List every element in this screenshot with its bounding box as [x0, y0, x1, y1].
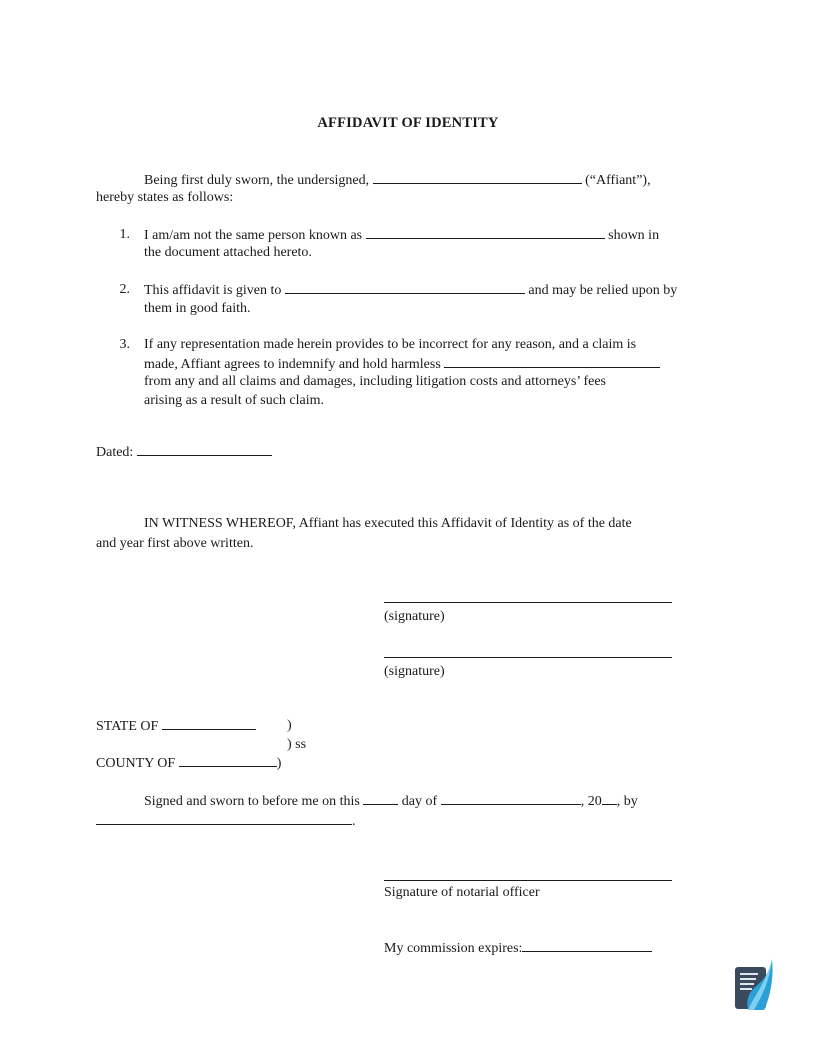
notary-signature-line[interactable] — [384, 880, 672, 881]
witness-line-2: and year first above written. — [96, 536, 254, 551]
given-to-blank[interactable] — [285, 280, 525, 294]
intro-text-start: Being first duly sworn, the undersigned, — [144, 173, 370, 188]
item-3-line-2 — [144, 354, 660, 374]
item-1-text-start: I am/am not the same person known as — [144, 228, 363, 243]
state-label: STATE OF — [96, 719, 159, 734]
commission-blank[interactable] — [522, 938, 652, 952]
notary-text-3: , 20 — [580, 794, 602, 809]
item-1-number: 1. — [119, 227, 130, 242]
state-row — [96, 716, 256, 736]
logo-text-line — [740, 978, 756, 980]
item-2-text-start: This affidavit is given to — [144, 283, 282, 298]
item-1-text-end: shown in — [608, 228, 660, 243]
logo-text-line — [740, 988, 752, 990]
notary-line-1 — [144, 791, 638, 811]
known-as-blank[interactable] — [366, 225, 605, 239]
venue-paren-2: ) — [276, 756, 282, 771]
intro-line-1 — [144, 170, 651, 190]
year-blank[interactable] — [602, 791, 617, 805]
item-3-number: 3. — [119, 337, 130, 352]
sworn-by-blank[interactable] — [96, 811, 352, 825]
month-blank[interactable] — [441, 791, 581, 805]
document-title: AFFIDAVIT OF IDENTITY — [317, 115, 499, 131]
notary-end: . — [352, 814, 356, 829]
venue-ss: ) ss — [287, 737, 307, 752]
witness-line-1: IN WITNESS WHEREOF, Affiant has executed this Affidavit of Identity as of the date — [144, 516, 632, 531]
commission-label: My commission expires: — [384, 941, 523, 956]
intro-text-end: (“Affiant”), — [585, 173, 651, 188]
commission-row — [384, 938, 652, 958]
dated-row — [96, 442, 272, 462]
intro-line-2: hereby states as follows: — [96, 190, 234, 205]
affiant-name-blank[interactable] — [373, 170, 582, 184]
notary-text-4: , by — [616, 794, 638, 809]
dated-label: Dated: — [96, 445, 134, 460]
item-1-line-2: the document attached hereto. — [144, 245, 312, 260]
document-logo-icon — [734, 958, 774, 1012]
signature-line-1[interactable] — [384, 602, 672, 603]
day-blank[interactable] — [363, 791, 398, 805]
item-2-line-1 — [144, 280, 677, 300]
item-3-line-4: arising as a result of such claim. — [144, 393, 325, 408]
logo-text-line — [740, 973, 758, 975]
state-blank[interactable] — [162, 716, 256, 730]
county-row — [96, 753, 281, 773]
item-2-text-end: and may be relied upon by — [528, 283, 678, 298]
signature-line-2[interactable] — [384, 657, 672, 658]
item-3-line-1: If any representation made herein provides to be incorrect for any reason, and a claim is — [144, 337, 637, 352]
county-label: COUNTY OF — [96, 756, 176, 771]
item-3-line-3: from any and all claims and damages, including litigation costs and attorneys’ fees — [144, 374, 606, 389]
county-blank[interactable] — [179, 753, 277, 767]
notary-text-2: day of — [401, 794, 438, 809]
item-3-text-start: made, Affiant agrees to indemnify and hold harmless — [144, 357, 441, 372]
signature-label-2: (signature) — [384, 664, 445, 679]
item-2-line-2: them in good faith. — [144, 301, 251, 316]
notary-signature-label: Signature of notarial officer — [384, 885, 540, 900]
hold-harmless-blank[interactable] — [444, 354, 660, 368]
logo-text-line — [740, 983, 754, 985]
item-2-number: 2. — [119, 282, 130, 297]
dated-blank[interactable] — [137, 442, 272, 456]
notary-line-2 — [96, 811, 356, 831]
item-1-line-1 — [144, 225, 659, 245]
notary-text-1: Signed and sworn to before me on this — [144, 794, 360, 809]
venue-paren-1: ) — [287, 718, 292, 733]
signature-label-1: (signature) — [384, 609, 445, 624]
